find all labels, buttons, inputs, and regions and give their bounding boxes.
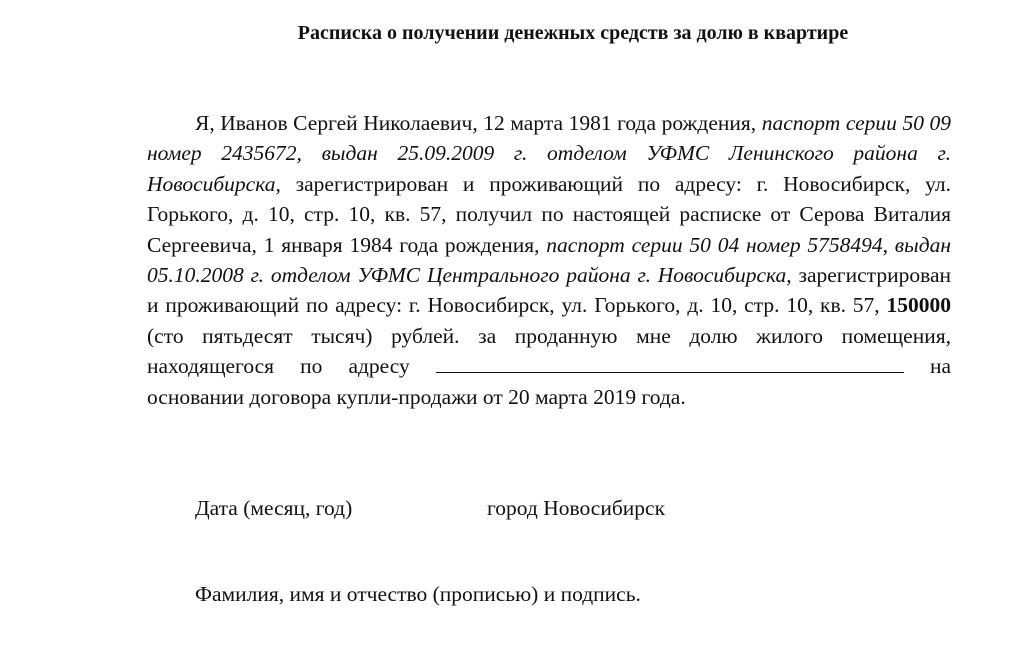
text-contract-basis: на основании договора купли-продажи от 20 марта 2019 года. — [147, 354, 951, 409]
text-payer-address: , зарегистрирован и проживающий по адресу: г. Новосибирск, ул. Горького, д. 10, стр. 10, кв. 57, — [147, 263, 952, 318]
text-amount-words: (сто пятьдесят тысяч) рублей. за проданную мне долю жилого помещения, находящегося по адресу — [147, 323, 951, 379]
amount-value: 150000 — [886, 293, 951, 318]
text-receiver-info: Я, Иванов Сергей Николаевич, 12 марта 1981 года рождения, — [195, 111, 762, 135]
document-title: Расписка о получении денежных средств за долю в квартире — [297, 22, 849, 44]
date-label: Дата (месяц, год) — [195, 496, 353, 520]
text-receiver-passport: паспорт серии 50 09 номер 2435672, выдан 25.09.2009 г. отделом УФМС Ленинского района г. Новосибирска — [147, 111, 951, 196]
receipt-body-paragraph — [147, 108, 951, 412]
city-label: город Новосибирск — [487, 496, 666, 520]
address-blank-line — [436, 354, 904, 373]
signature-label: Фамилия, имя и отчество (прописью) и подпись. — [195, 582, 641, 606]
text-receiver-address: , зарегистрирован и проживающий по адресу: г. Новосибирск, ул. Горького, д. 10, стр. 10, кв. 57, получил по настоящей расписке от Серова Виталия Сергеевича, 1 января 1984 года рождения, — [147, 171, 951, 257]
text-payer-passport: паспорт серии 50 04 номер 5758494, выдан 05.10.2008 г. отделом УФМС Центрального района г. Новосибирска — [147, 232, 951, 288]
